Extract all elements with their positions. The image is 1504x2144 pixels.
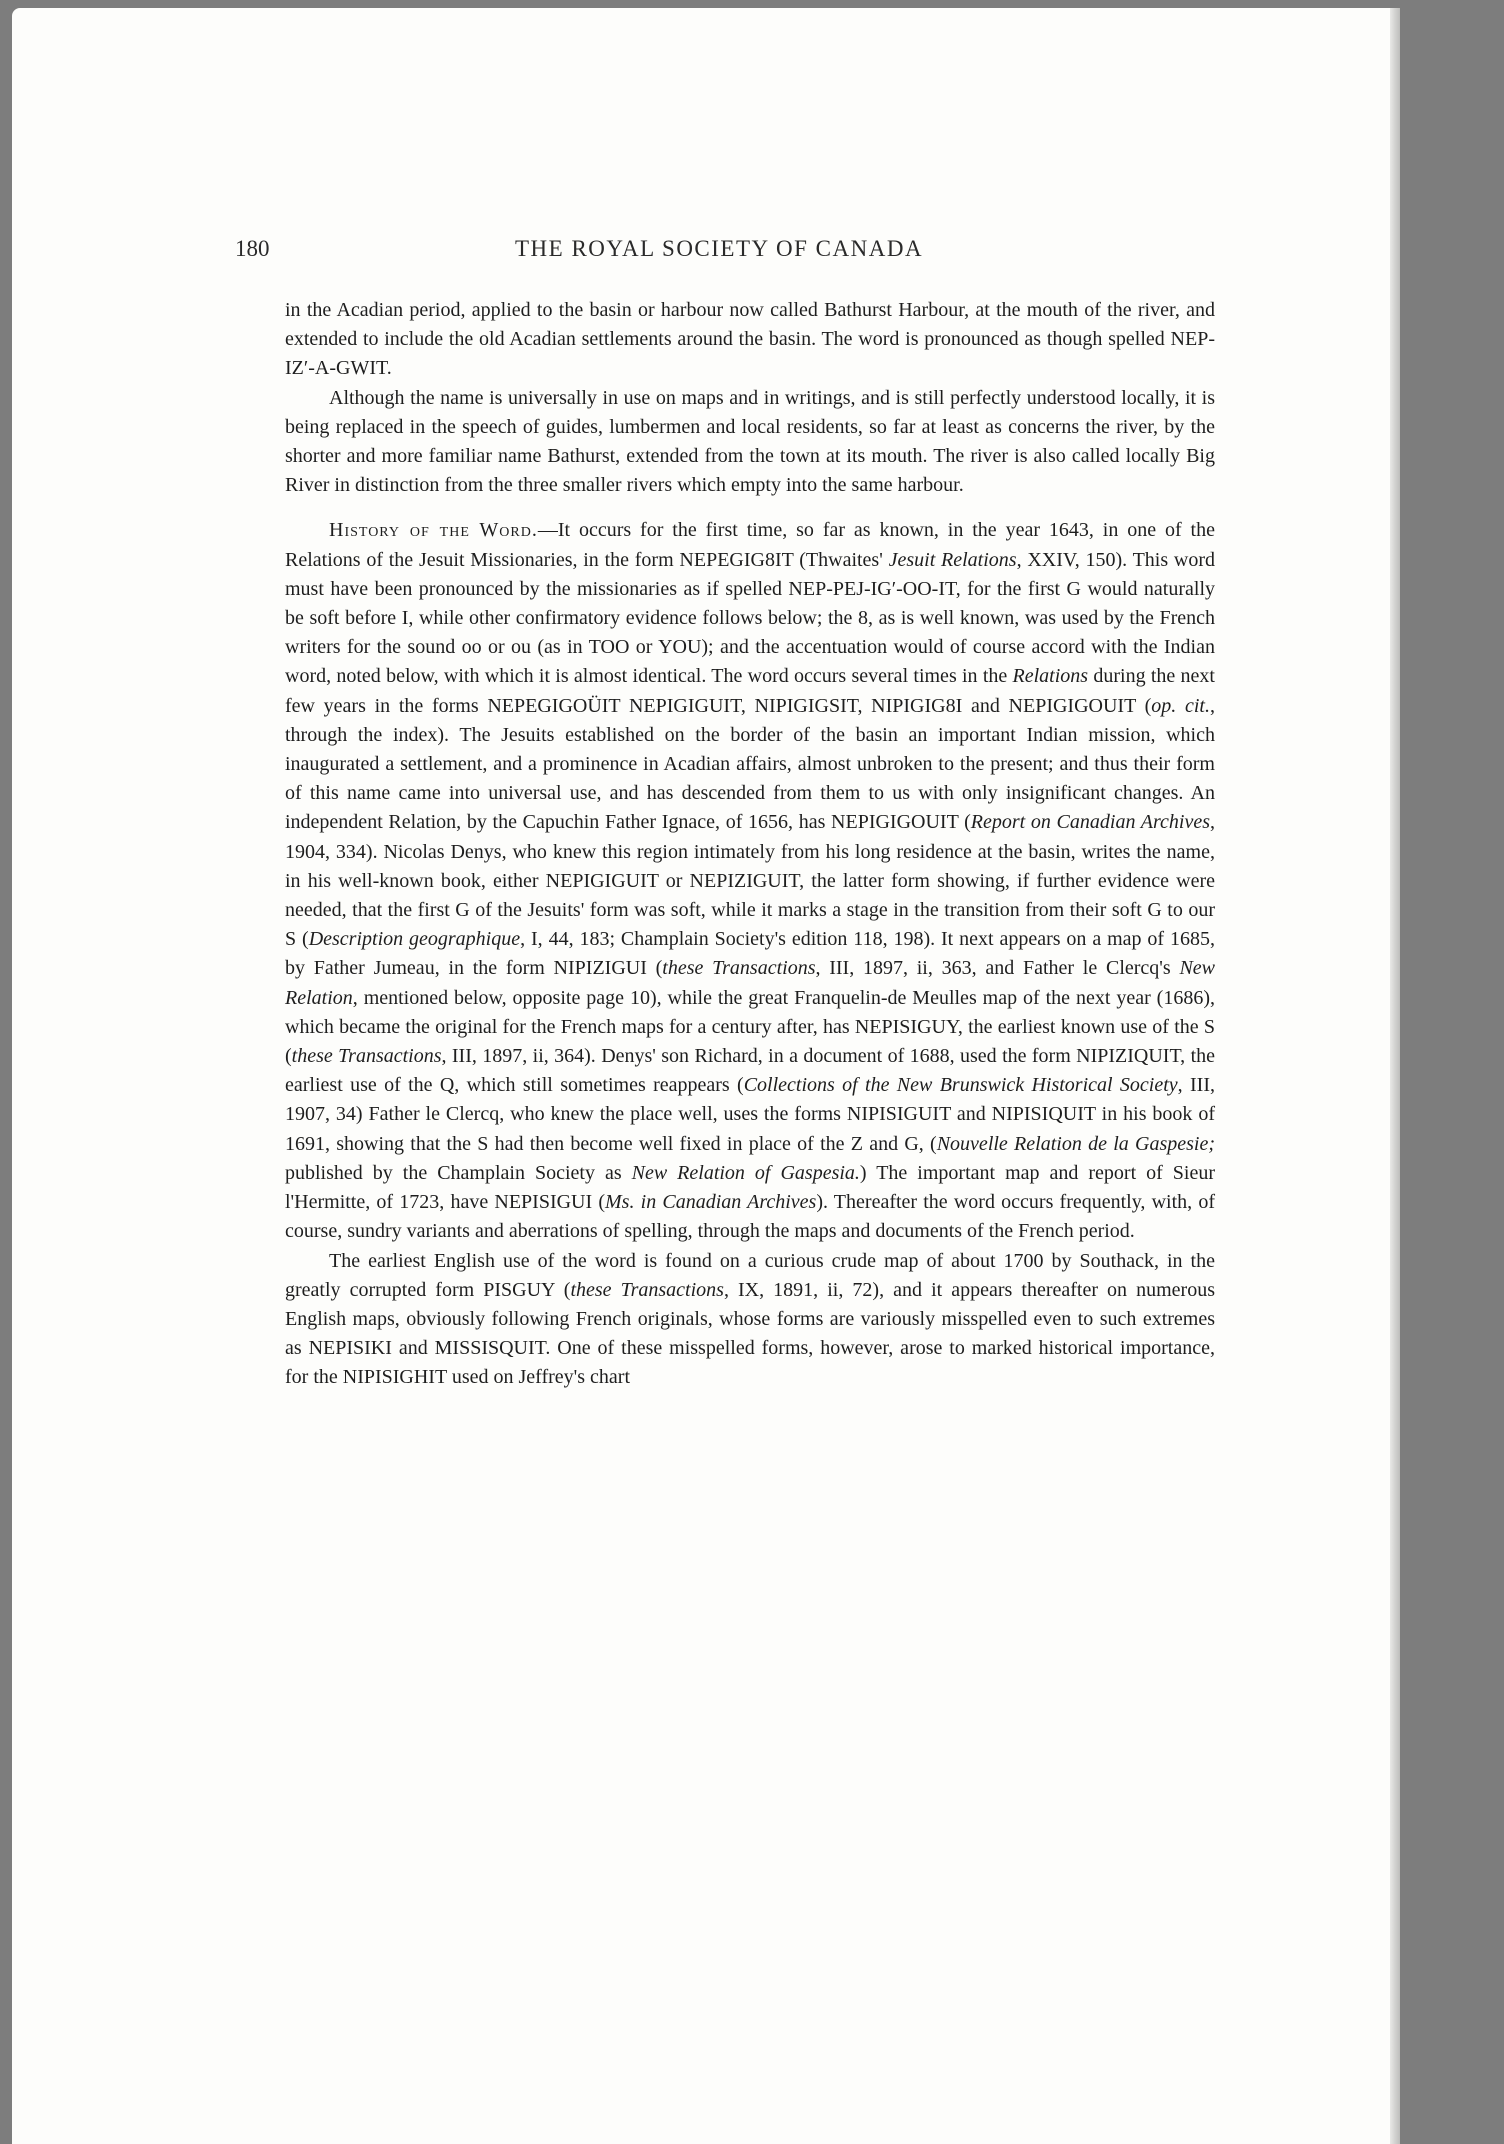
italic-citation: Report on Canadian Archives <box>970 811 1210 834</box>
page-gutter-shadow <box>1390 8 1400 2144</box>
text-run: ). Thereafter the word occurs frequently, with, of course, sundry variants and aberrations of spelling, through the maps and documents of the French period. <box>285 1191 1216 1243</box>
italic-citation: New Relation <box>285 957 1215 1009</box>
italic-citation: these Transactions <box>662 957 816 980</box>
text-run: , III, 1907, 34) Father le Clercq, who knew the place well, uses the forms NIPISIGUIT and NIPISIQUIT in his book of 1691, showing that the S had then become well fixed in place of the Z and G, ( <box>285 1074 1215 1155</box>
italic-citation: op. cit. <box>1151 694 1210 717</box>
italic-citation: these Transactions <box>291 1045 442 1068</box>
text-run: , mentioned below, opposite page 10), while the great Franquelin-de Meulles map of the next year (1686), which became the original for the French maps for a century after, has NEPISIGUY, the earliest known use of the S ( <box>285 986 1215 1068</box>
text-run: , III, 1897, ii, 364). Denys' son Richard, in a document of 1688, used the form NIPIZIQUIT, the earliest use of the Q, which still sometimes reappears ( <box>285 1045 1216 1097</box>
paragraph-1: in the Acadian period, applied to the basin or harbour now called Bathurst Harbour, at the mouth of the river, and extended to include the old Acadian settlements around the basin. The word is pronounced as though spelled NEP-IZ′-A-GWIT. <box>285 299 1215 380</box>
text-run: , I, 44, 183; Champlain Society's edition 118, 198). It next appears on a map of 1685, by Father Jumeau, in the form NIPIZIGUI ( <box>285 928 1215 980</box>
text-run: , IX, 1891, ii, 72), and it appears thereafter on numerous English maps, obviously following French originals, whose forms are variously misspelled even to such extremes as NEPISIKI and MISSISQUIT. One of these misspelled forms, however, arose to marked historical importance, for the NIPISIGHIT used on Jeffrey's chart <box>285 1278 1215 1389</box>
running-header <box>235 236 979 268</box>
paragraph-4 <box>285 1247 1215 1393</box>
section-heading: History of the Word. <box>329 519 538 542</box>
text-run: during the next few years in the forms NEPEGIGOÜIT NEPIGIGUIT, NIPIGIGSIT, NIPIGIG8I and NEPIGIGOUIT ( <box>285 665 1215 717</box>
text-run: , XXIV, 150). This word must have been pronounced by the missionaries as if spelled NEP-PEJ-IG′-OO-IT, for the first G would naturally be soft before I, while other confirmatory evidence follows below; the 8, as is well known, was used by the French writers for the sound oo or ou (as in TOO or YOU); and the accentuation would of course accord with the Indian word, noted below, with which it is almost identical. The word occurs several times in the <box>285 548 1216 688</box>
paragraph-2: Although the name is universally in use on maps and in writings, and is still perfectly understood locally, it is being replaced in the speech of guides, lumbermen and local residents, so far at least as concerns the river, by the shorter and more familiar name Bathurst, extended from the town at its mouth. The river is also called locally Big River in distinction from the three smaller rivers which empty into the same harbour. <box>285 386 1215 497</box>
text-run: published by the Champlain Society as <box>285 1161 632 1184</box>
text-run: The earliest English use of the word is found on a curious crude map of about 1700 by Southack, in the greatly corrupted form PISGUY ( <box>285 1249 1215 1301</box>
text-run: , III, 1897, ii, 363, and Father le Clercq's <box>815 957 1180 980</box>
italic-citation: these Transactions <box>570 1278 724 1301</box>
page-number: 180 <box>235 236 270 261</box>
italic-citation: Ms. in Canadian Archives <box>605 1191 817 1214</box>
text-run: , through the index). The Jesuits established on the border of the basin an important Indian mission, which inaugurated a settlement, and a prominence in Acadian affairs, almost unbroken to the present; and thus their form of this name came into universal use, and has descended from them to us with only insignificant changes. An independent Relation, by the Capuchin Father Ignace, of 1656, has NEPIGIGOUIT ( <box>285 694 1215 834</box>
text-run: , 1904, 334). Nicolas Denys, who knew this region intimately from his long residence at the basin, writes the name, in his well-known book, either NEPIGIGUIT or NEPIZIGUIT, the latter form showing, if further evidence were needed, that the first G of the Jesuits' form was soft, while it marks a stage in the transition from their soft G to our S ( <box>285 811 1215 951</box>
running-title: THE ROYAL SOCIETY OF CANADA <box>515 236 924 261</box>
italic-citation: Relations <box>1012 665 1089 688</box>
italic-citation: Description geographique <box>308 928 521 951</box>
body-text <box>285 296 1215 1393</box>
italic-citation: Nouvelle Relation de la Gaspesie; <box>936 1132 1215 1155</box>
book-page <box>12 8 1400 2144</box>
italic-citation: Jesuit Relations <box>888 548 1017 571</box>
italic-citation: Collections of the New Brunswick Historical Society <box>743 1074 1178 1097</box>
text-run: —It occurs for the first time, so far as known, in the year 1643, in one of the Relations of the Jesuit Missionaries, in the form NEPEGIG8IT (Thwaites' <box>285 519 1215 571</box>
paragraph-3 <box>285 516 1215 1246</box>
italic-citation: New Relation of Gaspesia. <box>631 1161 860 1184</box>
text-run: ) The important map and report of Sieur l'Hermitte, of 1723, have NEPISIGUI ( <box>285 1161 1215 1214</box>
